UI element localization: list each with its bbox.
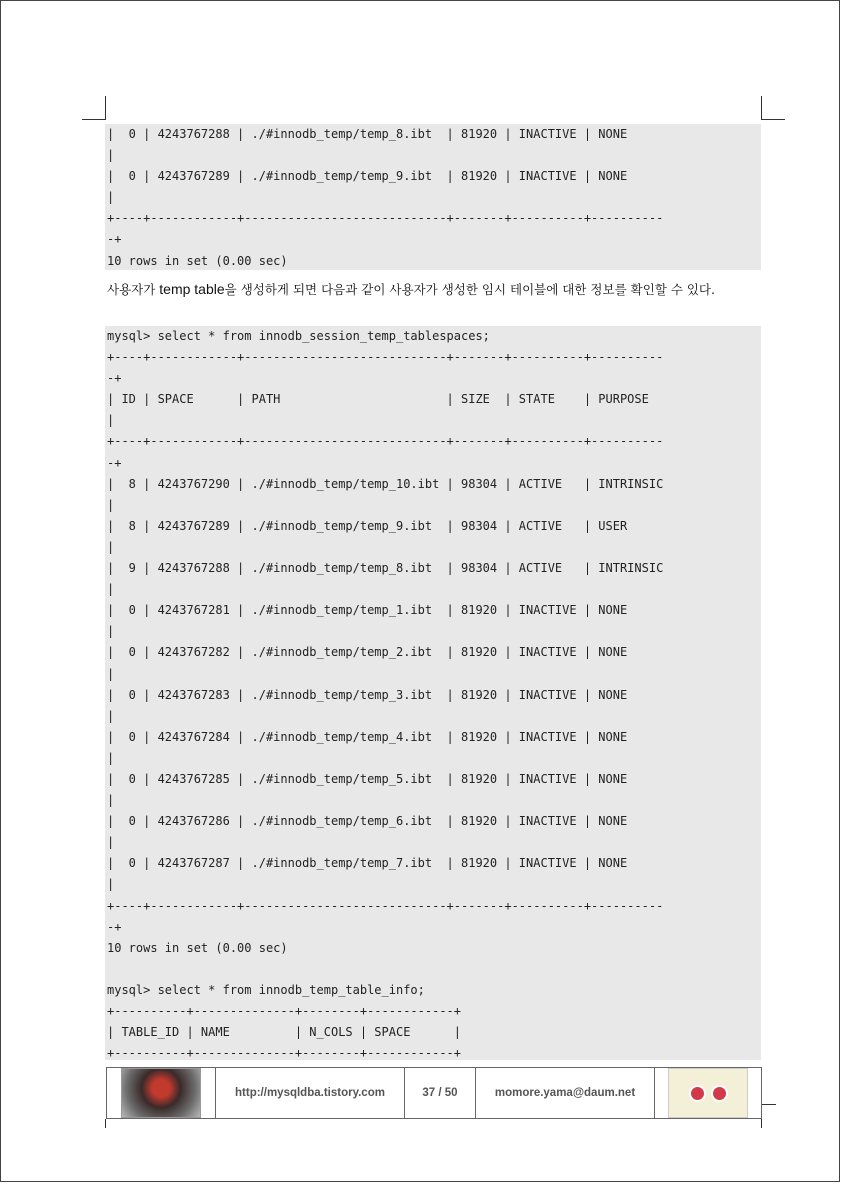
code-line: 10 rows in set (0.00 sec) <box>107 253 288 268</box>
code-line: mysql> select * from innodb_session_temp_tablespaces; <box>107 329 490 343</box>
footer-avatar-left-cell <box>107 1068 216 1118</box>
code-line: | <box>107 539 115 554</box>
code-line: | 0 | 4243767281 | ./#innodb_temp/temp_1.ibt | 81920 | INACTIVE | NONE <box>107 603 628 618</box>
code-line: | <box>107 190 115 205</box>
footer-url-cell <box>216 1068 405 1118</box>
crop-mark-top-left-v <box>105 96 106 120</box>
code-line: | 0 | 4243767289 | ./#innodb_temp/temp_9.ibt | 81920 | INACTIVE | NONE <box>107 169 628 184</box>
code-line: | 0 | 4243767288 | ./#innodb_temp/temp_8.ibt | 81920 | INACTIVE | NONE <box>107 127 628 141</box>
code-line: mysql> select * from innodb_temp_table_info; <box>107 982 425 997</box>
code-line: | <box>107 708 115 723</box>
code-line: -+ <box>107 919 122 934</box>
page-footer <box>106 1067 762 1119</box>
code-line: | 0 | 4243767284 | ./#innodb_temp/temp_4.ibt | 81920 | INACTIVE | NONE <box>107 729 628 744</box>
code-line: | <box>107 835 115 850</box>
code-line: | <box>107 750 115 765</box>
code-line: | 0 | 4243767282 | ./#innodb_temp/temp_2.ibt | 81920 | INACTIVE | NONE <box>107 645 628 660</box>
code-line: -+ <box>107 371 122 386</box>
code-line: 10 rows in set (0.00 sec) <box>107 940 288 955</box>
code-line: | <box>107 793 115 808</box>
code-line: | <box>107 582 115 597</box>
crop-mark-top-right-h <box>761 119 785 120</box>
code-line: | 0 | 4243767286 | ./#innodb_temp/temp_6.ibt | 81920 | INACTIVE | NONE <box>107 814 628 829</box>
footer-email: momore.yama@daum.net <box>494 1087 636 1099</box>
code-line: | 0 | 4243767287 | ./#innodb_temp/temp_7.ibt | 81920 | INACTIVE | NONE <box>107 856 628 871</box>
mascot-image <box>668 1068 748 1118</box>
code-line <box>105 959 761 980</box>
crop-mark-bottom-left-v <box>105 1119 106 1128</box>
paragraph-text-after: 을 생성하게 되면 다음과 같이 사용자가 생성한 임시 테이블에 대한 정보를 확인할 수 있다. <box>224 282 715 297</box>
code-line: | <box>107 413 115 428</box>
code-line: | ID | SPACE | PATH | SIZE | STATE | PURPOSE <box>107 392 649 407</box>
code-line: | 0 | 4243767283 | ./#innodb_temp/temp_3.ibt | 81920 | INACTIVE | NONE <box>107 687 628 702</box>
crop-mark-top-right-v <box>761 96 762 120</box>
paragraph-term: temp table <box>159 281 225 297</box>
code-line: +----+------------+----------------------------+-------+----------+---------- <box>107 211 664 226</box>
footer-avatar-right-cell <box>655 1068 761 1118</box>
code-line: | <box>107 148 115 163</box>
code-line: +----------+--------------+--------+------------+ <box>107 1004 462 1018</box>
footer-email-cell <box>476 1068 655 1118</box>
footer-page-cell <box>405 1068 476 1118</box>
code-line: -+ <box>107 232 122 247</box>
code-line: | <box>107 497 115 512</box>
code-line: +----+------------+----------------------------+-------+----------+---------- <box>107 350 664 365</box>
code-line: -+ <box>107 455 122 470</box>
code-line: | 8 | 4243767289 | ./#innodb_temp/temp_9.ibt | 98304 | ACTIVE | USER <box>107 518 628 533</box>
code-line: | 0 | 4243767285 | ./#innodb_temp/temp_5.ibt | 81920 | INACTIVE | NONE <box>107 771 628 786</box>
crop-mark-top-left-h <box>82 119 106 120</box>
code-line: | <box>107 877 115 892</box>
page-number: 37 / 50 <box>422 1087 458 1099</box>
code-line: | 9 | 4243767288 | ./#innodb_temp/temp_8.ibt | 98304 | ACTIVE | INTRINSIC <box>107 561 664 576</box>
code-line: +----+------------+----------------------------+-------+----------+---------- <box>107 434 664 449</box>
code-line: +----------+--------------+--------+------------+ <box>107 1046 462 1060</box>
footer-url: http://mysqldba.tistory.com <box>235 1087 385 1099</box>
code-line: +----+------------+----------------------------+-------+----------+---------- <box>107 898 664 913</box>
paragraph-text-before: 사용자가 <box>107 282 160 297</box>
code-line: | TABLE_ID | NAME | N_COLS | SPACE | <box>107 1025 462 1040</box>
body-paragraph <box>107 280 761 299</box>
code-line: | 8 | 4243767290 | ./#innodb_temp/temp_10.ibt | 98304 | ACTIVE | INTRINSIC <box>107 476 664 491</box>
code-block-session-temp <box>105 326 761 1060</box>
code-block-query-result <box>105 124 761 270</box>
crop-mark-bottom-right-h <box>761 1104 776 1105</box>
author-avatar-image <box>121 1068 201 1118</box>
code-line: | <box>107 624 115 639</box>
code-line: | <box>107 666 115 681</box>
mascot-eye-right <box>711 1085 728 1102</box>
mascot-eye-left <box>689 1085 706 1102</box>
